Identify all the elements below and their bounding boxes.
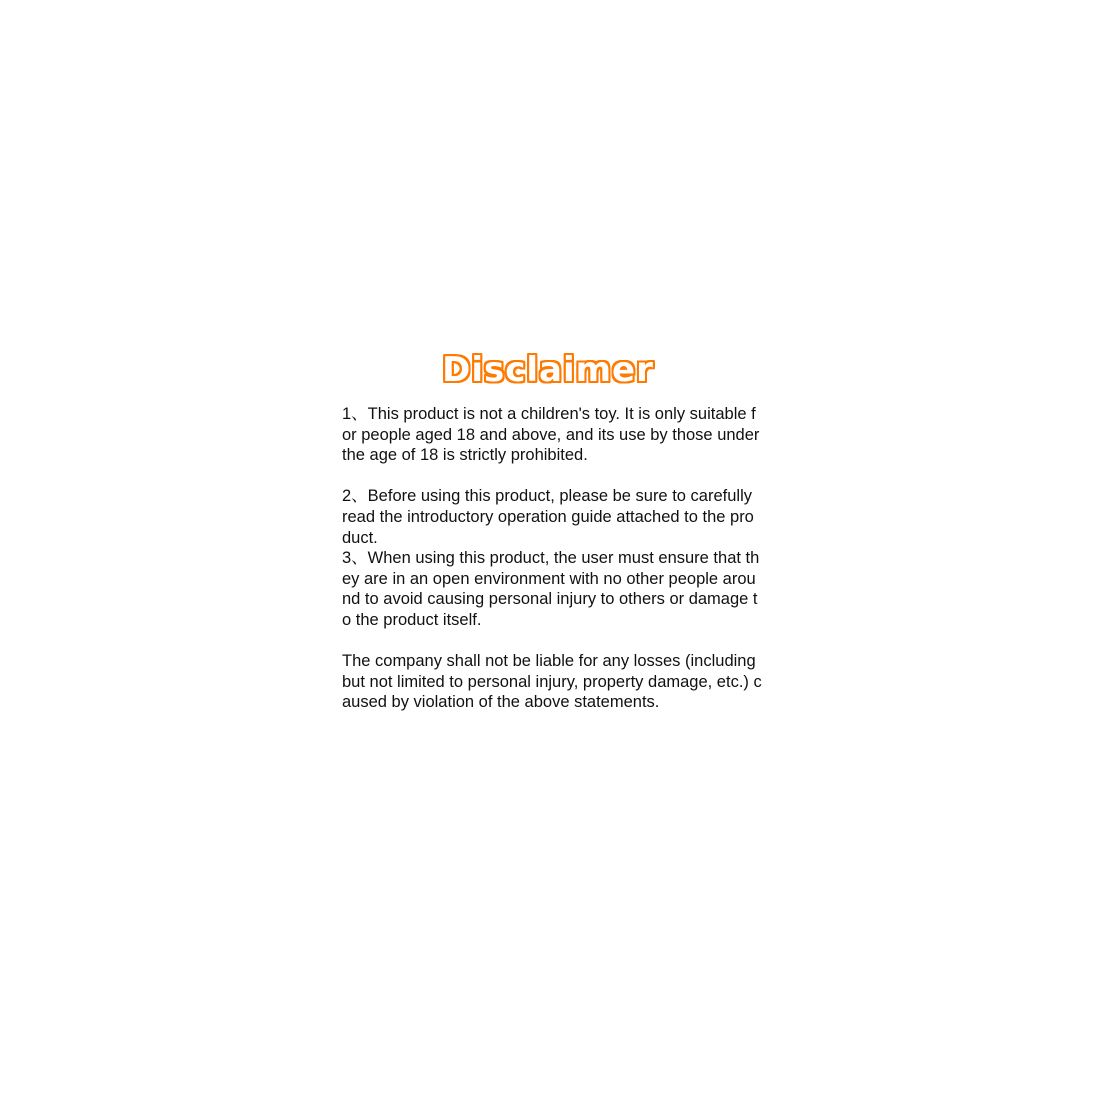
disclaimer-item-2: 2、Before using this product, please be sure to carefully read the introductory operation guide attached to the product. <box>342 487 757 547</box>
disclaimer-item-1: 1、This product is not a children's toy. It is only suitable for people aged 18 and above, and its use by those under the age of 18 is strictly prohibited. <box>342 405 764 465</box>
liability-statement: The company shall not be liable for any losses (including but not limited to personal injury, property damage, etc.) caused by violation of the above statements. <box>342 652 762 712</box>
paragraph-spacer <box>342 631 762 652</box>
paragraph-spacer <box>342 466 762 487</box>
disclaimer-item-3: 3、When using this product, the user must ensure that they are in an open environment with no other people around to avoid causing personal injury to others or damage to the product itself. <box>342 549 760 629</box>
disclaimer-title: Disclaimer <box>442 350 654 390</box>
disclaimer-section <box>342 348 762 713</box>
